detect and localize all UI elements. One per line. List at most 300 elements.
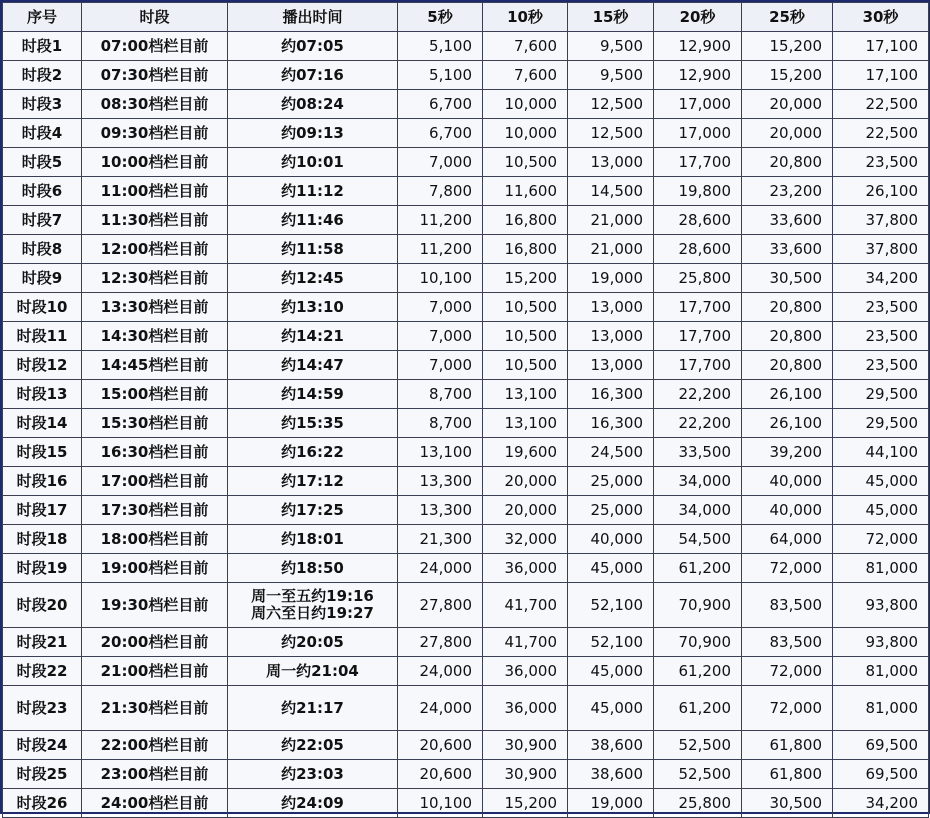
price-10s: 7,600: [483, 32, 568, 61]
price-20s: 22,200: [654, 380, 742, 409]
price-20s: 61,200: [654, 554, 742, 583]
table-row: [3, 628, 929, 657]
row-slot: 19:00档栏目前: [82, 554, 228, 583]
price-10s: 15,200: [483, 789, 568, 818]
row-air-time: [228, 90, 398, 119]
row-index: 时段21: [3, 628, 82, 657]
price-5s: 20,600: [398, 731, 483, 760]
price-10s: 11,600: [483, 177, 568, 206]
price-5s: 27,800: [398, 583, 483, 628]
header-20s: 20秒: [654, 3, 742, 32]
price-30s: 29,500: [833, 409, 929, 438]
price-30s: 17,100: [833, 32, 929, 61]
table-row: [3, 789, 929, 818]
table-row: [3, 119, 929, 148]
air-time-line: 周一至五约19:16: [251, 587, 374, 605]
price-25s: 83,500: [742, 583, 833, 628]
row-air-time: [228, 264, 398, 293]
row-index: 时段10: [3, 293, 82, 322]
price-30s: 81,000: [833, 554, 929, 583]
price-20s: 17,700: [654, 148, 742, 177]
price-5s: 5,100: [398, 61, 483, 90]
row-slot: 13:30档栏目前: [82, 293, 228, 322]
price-30s: 23,500: [833, 351, 929, 380]
air-time-line: 约15:35: [281, 413, 344, 432]
price-20s: 70,900: [654, 583, 742, 628]
air-time-line: 约17:12: [281, 471, 344, 490]
row-air-time: [228, 351, 398, 380]
price-5s: 13,300: [398, 496, 483, 525]
header-air-time: 播出时间: [228, 3, 398, 32]
row-air-time: [228, 583, 398, 628]
air-time-line: 约23:03: [281, 764, 344, 783]
table-row: [3, 90, 929, 119]
price-10s: 20,000: [483, 496, 568, 525]
price-10s: 16,800: [483, 206, 568, 235]
price-25s: 20,000: [742, 90, 833, 119]
row-index: 时段16: [3, 467, 82, 496]
price-15s: 14,500: [568, 177, 654, 206]
row-index: 时段18: [3, 525, 82, 554]
price-30s: 45,000: [833, 467, 929, 496]
price-15s: 52,100: [568, 628, 654, 657]
price-20s: 52,500: [654, 760, 742, 789]
row-index: 时段1: [3, 32, 82, 61]
price-25s: 20,800: [742, 322, 833, 351]
air-time-line: 约14:21: [281, 326, 344, 345]
price-15s: 13,000: [568, 148, 654, 177]
table-row: [3, 380, 929, 409]
header-index: 序号: [3, 3, 82, 32]
price-25s: 20,800: [742, 351, 833, 380]
price-20s: 25,800: [654, 789, 742, 818]
price-5s: 5,100: [398, 32, 483, 61]
price-20s: 17,700: [654, 322, 742, 351]
row-index: 时段12: [3, 351, 82, 380]
table-row: [3, 583, 929, 628]
price-30s: 22,500: [833, 90, 929, 119]
row-index: 时段13: [3, 380, 82, 409]
row-slot: 08:30档栏目前: [82, 90, 228, 119]
air-time-line: 周六至日约19:27: [251, 604, 374, 622]
row-air-time: [228, 554, 398, 583]
price-30s: 69,500: [833, 731, 929, 760]
row-slot: 15:00档栏目前: [82, 380, 228, 409]
price-20s: 25,800: [654, 264, 742, 293]
price-25s: 20,800: [742, 148, 833, 177]
row-slot: 12:30档栏目前: [82, 264, 228, 293]
price-30s: 45,000: [833, 496, 929, 525]
price-10s: 36,000: [483, 554, 568, 583]
header-10s: 10秒: [483, 3, 568, 32]
row-index: 时段23: [3, 686, 82, 731]
row-index: 时段15: [3, 438, 82, 467]
price-5s: 24,000: [398, 686, 483, 731]
price-20s: 22,200: [654, 409, 742, 438]
price-15s: 45,000: [568, 686, 654, 731]
price-15s: 19,000: [568, 264, 654, 293]
row-slot: 09:30档栏目前: [82, 119, 228, 148]
row-index: 时段14: [3, 409, 82, 438]
table-row: [3, 322, 929, 351]
air-time-line: 约11:58: [281, 239, 344, 258]
price-5s: 27,800: [398, 628, 483, 657]
price-5s: 7,000: [398, 148, 483, 177]
price-30s: 22,500: [833, 119, 929, 148]
table-row: [3, 409, 929, 438]
price-25s: 72,000: [742, 686, 833, 731]
price-20s: 28,600: [654, 206, 742, 235]
price-30s: 81,000: [833, 686, 929, 731]
row-index: 时段5: [3, 148, 82, 177]
price-5s: 8,700: [398, 380, 483, 409]
air-time-line: 约18:01: [281, 529, 344, 548]
row-slot: 11:00档栏目前: [82, 177, 228, 206]
air-time-line: 约24:09: [281, 793, 344, 812]
table-row: [3, 293, 929, 322]
air-time-line: 约16:22: [281, 442, 344, 461]
price-30s: 93,800: [833, 628, 929, 657]
row-slot: 18:00档栏目前: [82, 525, 228, 554]
table-row: [3, 351, 929, 380]
price-20s: 17,700: [654, 351, 742, 380]
rate-table: [2, 2, 929, 818]
price-10s: 30,900: [483, 760, 568, 789]
air-time-line: 约07:16: [281, 65, 344, 84]
price-20s: 33,500: [654, 438, 742, 467]
row-index: 时段25: [3, 760, 82, 789]
price-30s: 72,000: [833, 525, 929, 554]
price-15s: 24,500: [568, 438, 654, 467]
price-25s: 39,200: [742, 438, 833, 467]
price-10s: 41,700: [483, 583, 568, 628]
table-row: [3, 525, 929, 554]
row-air-time: [228, 206, 398, 235]
row-slot: 07:00档栏目前: [82, 32, 228, 61]
header-30s: 30秒: [833, 3, 929, 32]
row-air-time: [228, 409, 398, 438]
price-30s: 23,500: [833, 148, 929, 177]
price-20s: 52,500: [654, 731, 742, 760]
price-20s: 61,200: [654, 686, 742, 731]
row-air-time: [228, 293, 398, 322]
price-25s: 30,500: [742, 264, 833, 293]
table-row: [3, 760, 929, 789]
row-slot: 14:30档栏目前: [82, 322, 228, 351]
air-time-line: 约09:13: [281, 123, 344, 142]
price-10s: 32,000: [483, 525, 568, 554]
row-slot: 19:30档栏目前: [82, 583, 228, 628]
row-air-time: [228, 496, 398, 525]
row-slot: 17:30档栏目前: [82, 496, 228, 525]
header-slot: 时段: [82, 3, 228, 32]
table-row: [3, 61, 929, 90]
row-air-time: [228, 525, 398, 554]
table-row: [3, 554, 929, 583]
price-30s: 29,500: [833, 380, 929, 409]
price-5s: 11,200: [398, 206, 483, 235]
price-15s: 38,600: [568, 731, 654, 760]
price-5s: 24,000: [398, 657, 483, 686]
row-index: 时段26: [3, 789, 82, 818]
row-index: 时段19: [3, 554, 82, 583]
price-10s: 10,000: [483, 119, 568, 148]
price-15s: 13,000: [568, 351, 654, 380]
row-index: 时段8: [3, 235, 82, 264]
air-time-line: 约11:12: [281, 181, 344, 200]
price-25s: 72,000: [742, 657, 833, 686]
row-slot: 11:30档栏目前: [82, 206, 228, 235]
table-row: [3, 467, 929, 496]
table-row: [3, 496, 929, 525]
price-20s: 34,000: [654, 467, 742, 496]
row-slot: 22:00档栏目前: [82, 731, 228, 760]
price-30s: 34,200: [833, 264, 929, 293]
row-index: 时段22: [3, 657, 82, 686]
price-20s: 34,000: [654, 496, 742, 525]
price-10s: 36,000: [483, 657, 568, 686]
price-5s: 6,700: [398, 119, 483, 148]
price-5s: 7,000: [398, 322, 483, 351]
table-row: [3, 177, 929, 206]
price-5s: 24,000: [398, 554, 483, 583]
row-air-time: [228, 438, 398, 467]
table-header: [3, 3, 929, 32]
price-25s: 30,500: [742, 789, 833, 818]
price-20s: 17,000: [654, 119, 742, 148]
price-5s: 8,700: [398, 409, 483, 438]
price-30s: 23,500: [833, 293, 929, 322]
price-25s: 23,200: [742, 177, 833, 206]
row-air-time: [228, 686, 398, 731]
price-20s: 70,900: [654, 628, 742, 657]
price-15s: 25,000: [568, 467, 654, 496]
row-air-time: [228, 628, 398, 657]
price-5s: 10,100: [398, 264, 483, 293]
row-air-time: [228, 148, 398, 177]
table-row: [3, 731, 929, 760]
price-30s: 37,800: [833, 206, 929, 235]
price-25s: 40,000: [742, 467, 833, 496]
price-5s: 13,300: [398, 467, 483, 496]
row-index: 时段9: [3, 264, 82, 293]
row-index: 时段20: [3, 583, 82, 628]
price-25s: 15,200: [742, 32, 833, 61]
price-30s: 44,100: [833, 438, 929, 467]
price-20s: 17,700: [654, 293, 742, 322]
air-time-line: 约10:01: [281, 152, 344, 171]
price-5s: 7,800: [398, 177, 483, 206]
price-10s: 13,100: [483, 409, 568, 438]
row-index: 时段7: [3, 206, 82, 235]
price-15s: 19,000: [568, 789, 654, 818]
table-body: [3, 32, 929, 818]
price-10s: 10,500: [483, 293, 568, 322]
row-slot: 10:00档栏目前: [82, 148, 228, 177]
air-time-line: 约07:05: [281, 36, 344, 55]
price-15s: 52,100: [568, 583, 654, 628]
air-time-line: 约21:17: [281, 698, 344, 717]
row-air-time: [228, 32, 398, 61]
price-25s: 20,800: [742, 293, 833, 322]
price-10s: 10,500: [483, 351, 568, 380]
air-time-line: 周一约21:04: [266, 661, 359, 680]
price-20s: 54,500: [654, 525, 742, 554]
air-time-line: 约22:05: [281, 735, 344, 754]
price-10s: 10,500: [483, 148, 568, 177]
price-15s: 45,000: [568, 657, 654, 686]
price-25s: 26,100: [742, 380, 833, 409]
price-15s: 9,500: [568, 32, 654, 61]
price-5s: 13,100: [398, 438, 483, 467]
row-air-time: [228, 61, 398, 90]
price-30s: 69,500: [833, 760, 929, 789]
air-time-line: 约18:50: [281, 558, 344, 577]
row-air-time: [228, 467, 398, 496]
price-5s: 10,100: [398, 789, 483, 818]
row-slot: 16:30档栏目前: [82, 438, 228, 467]
price-30s: 93,800: [833, 583, 929, 628]
price-25s: 26,100: [742, 409, 833, 438]
price-20s: 12,900: [654, 61, 742, 90]
table-row: [3, 686, 929, 731]
table-row: [3, 657, 929, 686]
price-20s: 61,200: [654, 657, 742, 686]
price-30s: 81,000: [833, 657, 929, 686]
row-air-time: [228, 119, 398, 148]
row-slot: 07:30档栏目前: [82, 61, 228, 90]
table-row: [3, 264, 929, 293]
row-index: 时段2: [3, 61, 82, 90]
row-slot: 14:45档栏目前: [82, 351, 228, 380]
price-15s: 9,500: [568, 61, 654, 90]
price-20s: 19,800: [654, 177, 742, 206]
price-15s: 13,000: [568, 293, 654, 322]
row-air-time: [228, 760, 398, 789]
price-15s: 13,000: [568, 322, 654, 351]
row-slot: 17:00档栏目前: [82, 467, 228, 496]
air-time-line: 约20:05: [281, 632, 344, 651]
price-15s: 25,000: [568, 496, 654, 525]
price-15s: 45,000: [568, 554, 654, 583]
price-30s: 34,200: [833, 789, 929, 818]
air-time-line: 约17:25: [281, 500, 344, 519]
price-5s: 6,700: [398, 90, 483, 119]
row-slot: 12:00档栏目前: [82, 235, 228, 264]
price-5s: 7,000: [398, 293, 483, 322]
air-time-line: 约11:46: [281, 210, 344, 229]
air-time-line: 约12:45: [281, 268, 344, 287]
price-15s: 12,500: [568, 90, 654, 119]
row-slot: 15:30档栏目前: [82, 409, 228, 438]
row-index: 时段24: [3, 731, 82, 760]
price-5s: 11,200: [398, 235, 483, 264]
price-30s: 37,800: [833, 235, 929, 264]
header-row: [3, 3, 929, 32]
price-30s: 17,100: [833, 61, 929, 90]
price-30s: 26,100: [833, 177, 929, 206]
row-air-time: [228, 789, 398, 818]
price-25s: 20,000: [742, 119, 833, 148]
price-20s: 12,900: [654, 32, 742, 61]
price-10s: 7,600: [483, 61, 568, 90]
row-slot: 20:00档栏目前: [82, 628, 228, 657]
row-air-time: [228, 235, 398, 264]
row-index: 时段6: [3, 177, 82, 206]
price-15s: 16,300: [568, 409, 654, 438]
price-5s: 7,000: [398, 351, 483, 380]
price-25s: 61,800: [742, 760, 833, 789]
price-30s: 23,500: [833, 322, 929, 351]
price-10s: 10,000: [483, 90, 568, 119]
price-25s: 15,200: [742, 61, 833, 90]
table-row: [3, 206, 929, 235]
price-25s: 72,000: [742, 554, 833, 583]
price-10s: 20,000: [483, 467, 568, 496]
price-20s: 28,600: [654, 235, 742, 264]
price-15s: 21,000: [568, 235, 654, 264]
air-time-line: 约14:47: [281, 355, 344, 374]
row-index: 时段4: [3, 119, 82, 148]
price-25s: 83,500: [742, 628, 833, 657]
price-25s: 33,600: [742, 235, 833, 264]
price-20s: 17,000: [654, 90, 742, 119]
price-10s: 30,900: [483, 731, 568, 760]
row-air-time: [228, 380, 398, 409]
air-time-line: 约08:24: [281, 94, 344, 113]
price-15s: 40,000: [568, 525, 654, 554]
price-10s: 10,500: [483, 322, 568, 351]
price-10s: 15,200: [483, 264, 568, 293]
row-index: 时段3: [3, 90, 82, 119]
header-15s: 15秒: [568, 3, 654, 32]
price-10s: 13,100: [483, 380, 568, 409]
row-index: 时段11: [3, 322, 82, 351]
price-10s: 16,800: [483, 235, 568, 264]
price-15s: 21,000: [568, 206, 654, 235]
row-air-time: [228, 731, 398, 760]
header-5s: 5秒: [398, 3, 483, 32]
price-25s: 40,000: [742, 496, 833, 525]
header-25s: 25秒: [742, 3, 833, 32]
table-row: [3, 438, 929, 467]
price-10s: 19,600: [483, 438, 568, 467]
row-air-time: [228, 657, 398, 686]
row-air-time: [228, 177, 398, 206]
air-time-line: 约13:10: [281, 297, 344, 316]
price-25s: 64,000: [742, 525, 833, 554]
price-15s: 38,600: [568, 760, 654, 789]
row-slot: 21:00档栏目前: [82, 657, 228, 686]
price-5s: 20,600: [398, 760, 483, 789]
price-15s: 16,300: [568, 380, 654, 409]
table-row: [3, 235, 929, 264]
row-slot: 21:30档栏目前: [82, 686, 228, 731]
row-slot: 23:00档栏目前: [82, 760, 228, 789]
price-25s: 33,600: [742, 206, 833, 235]
table-row: [3, 32, 929, 61]
row-air-time: [228, 322, 398, 351]
price-10s: 41,700: [483, 628, 568, 657]
table-row: [3, 148, 929, 177]
air-time-line: 约14:59: [281, 384, 344, 403]
price-5s: 21,300: [398, 525, 483, 554]
price-25s: 61,800: [742, 731, 833, 760]
row-slot: 24:00档栏目前: [82, 789, 228, 818]
price-10s: 36,000: [483, 686, 568, 731]
price-15s: 12,500: [568, 119, 654, 148]
row-index: 时段17: [3, 496, 82, 525]
